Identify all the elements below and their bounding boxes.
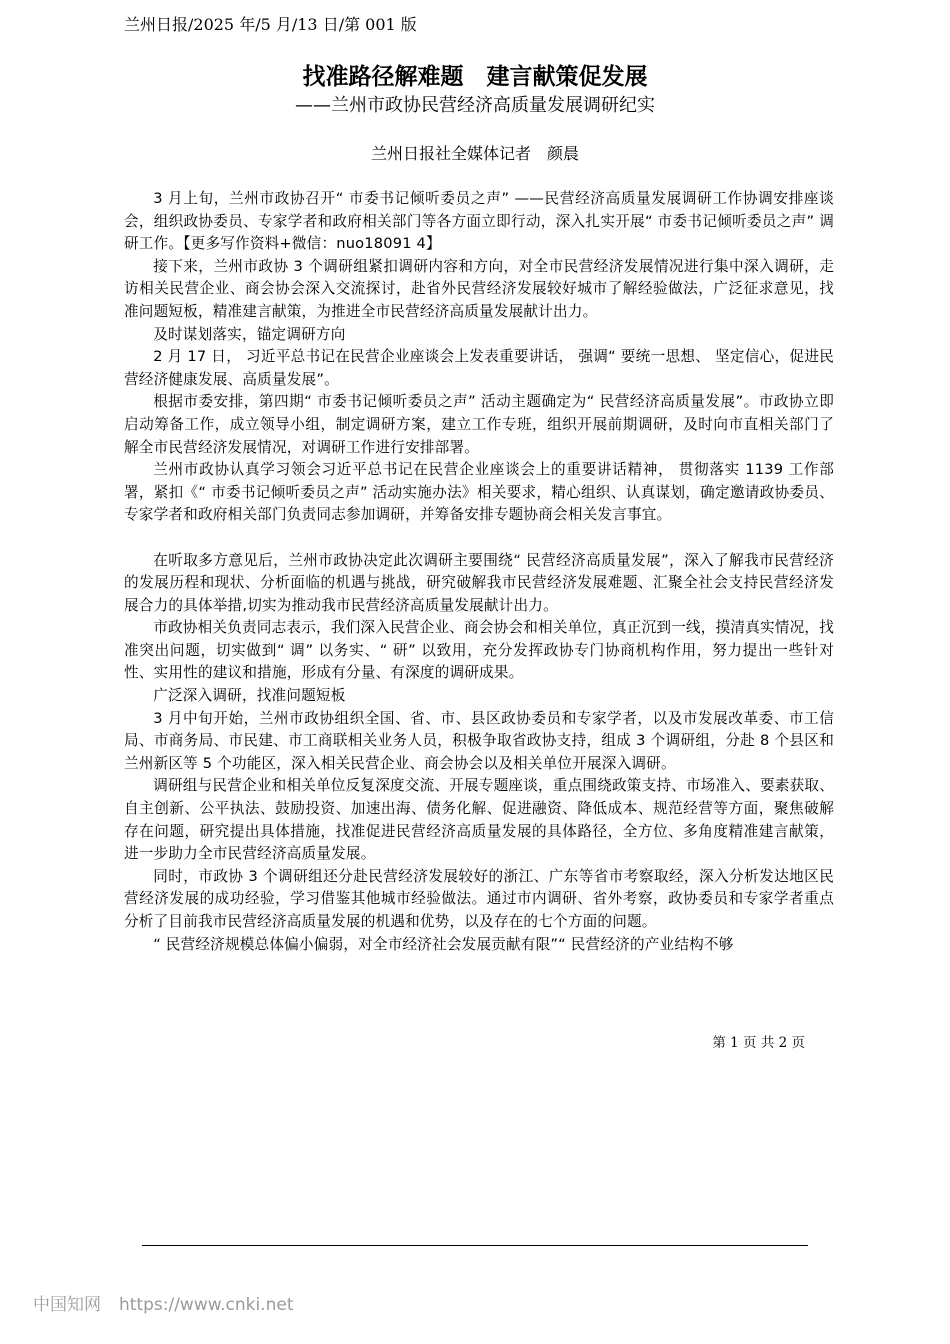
- site-name: 中国知网: [33, 1295, 101, 1315]
- section-heading: 广泛深入调研，找准问题短板: [153, 687, 346, 705]
- paragraph: 调研组与民营企业和相关单位反复深度交流、开展专题座谈，重点围绕政策支持、市场准入、要素获取、自主创新、公平执法、鼓励投资、加速出海、债务化解、促进融资、降低成本、规范经营等方面，聚焦破解存在问题，研究提出具体措施，找准促进民营经济高质量发展的具体路径，全方位、多角度精准建言献策，进一步助力全市民营经济高质量发展。: [124, 777, 834, 863]
- paragraph: 3 月上旬，兰州市政协召开“ 市委书记倾听委员之声” ——民营经济高质量发展调研工作协调安排座谈会，组织政协委员、专家学者和政府相关部门等各方面立即行动，深入扎实开展“ 市委书记倾听委员之声” 调研工作。【更多写作资料+微信：nuo18091 4】: [124, 190, 834, 253]
- paragraph: 3 月中旬开始，兰州市政协组织全国、省、市、县区政协委员和专家学者，以及市发展改革委、市工信局、市商务局、市民建、市工商联相关业务人员，积极争取省政协支持，组成 3 个调研组，分赴 8 个县区和兰州新区等 5 个功能区，深入相关民营企业、商会协会以及相关单位开展深入调研。: [124, 709, 834, 772]
- article-title: 找准路径解难题 建言献策促发展: [302, 64, 648, 90]
- section-heading: 及时谋划落实，锚定调研方向: [153, 325, 346, 343]
- paragraph: “ 民营经济规模总体偏小偏弱，对全市经济社会发展贡献有限”“ 民营经济的产业结构不够: [153, 935, 734, 953]
- publication-source-line: 兰州日报/2025 年/5 月/13 日/第 001 版: [124, 15, 417, 34]
- paragraph: 兰州市政协认真学习领会习近平总书记在民营企业座谈会上的重要讲话精神， 贯彻落实 1139 工作部署，紧扣《“ 市委书记倾听委员之声” 活动实施办法》相关要求，精心组织、认真谋划，确定邀请政协委员、专家学者和政府相关部门负责同志参加调研，并筹备安排专题协商会相关发言事宜。: [124, 461, 834, 524]
- footer-divider: [142, 1245, 808, 1246]
- article-author: 兰州日报社全媒体记者 颜晨: [370, 144, 579, 163]
- paragraph: 接下来，兰州市政协 3 个调研组紧扣调研内容和方向，对全市民营经济发展情况进行集中深入调研，走访相关民营企业、商会协会深入交流探讨，赴省外民营经济发展较好城市了解经验做法，广泛征求意见，找准问题短板，精准建言献策，为推进全市民营经济高质量发展献计出力。: [124, 257, 834, 320]
- article-body: [124, 188, 834, 956]
- page-number: 第 1 页 共 2 页: [712, 1035, 805, 1051]
- paragraph: 根据市委安排，第四期“ 市委书记倾听委员之声” 活动主题确定为“ 民营经济高质量发展”。市政协立即启动筹备工作，成立领导小组，制定调研方案，建立工作专班，组织开展前期调研，及时向市直相关部门了解全市民营经济发展情况，对调研工作进行安排部署。: [124, 393, 834, 456]
- paragraph-spacer: [124, 527, 834, 550]
- paragraph: 市政协相关负责同志表示，我们深入民营企业、商会协会和相关单位，真正沉到一线，摸清真实情况，找准突出问题，切实做到“ 调” 以务实、“ 研” 以致用，充分发挥政协专门协商机构作用，努力提出一些针对性、实用性的建议和措施，形成有分量、有深度的调研成果。: [124, 619, 834, 682]
- paragraph: 在听取多方意见后，兰州市政协决定此次调研主要围绕“ 民营经济高质量发展”，深入了解我市民营经济的发展历程和现状、分析面临的机遇与挑战，研究破解我市民营经济发展难题、汇聚全社会支持民营经济发展合力的具体举措,切实为推动我市民营经济高质量发展献计出力。: [124, 551, 834, 614]
- paragraph: 2 月 17 日， 习近平总书记在民营企业座谈会上发表重要讲话， 强调“ 要统一思想、 坚定信心，促进民营经济健康发展、高质量发展”。: [124, 348, 834, 388]
- article-subtitle: ——兰州市政协民营经济高质量发展调研纪实: [295, 95, 655, 116]
- paragraph: 同时，市政协 3 个调研组还分赴民营经济发展较好的浙江、广东等省市考察取经，深入分析发达地区民营经济发展的成功经验，学习借鉴其他城市经验做法。通过市内调研、省外考察，政协委员和专家学者重点分析了目前我市民营经济高质量发展的机遇和优势，以及存在的七个方面的问题。: [124, 867, 834, 930]
- site-url[interactable]: https://www.cnki.net: [119, 1295, 294, 1315]
- cnki-watermark: [33, 1293, 293, 1317]
